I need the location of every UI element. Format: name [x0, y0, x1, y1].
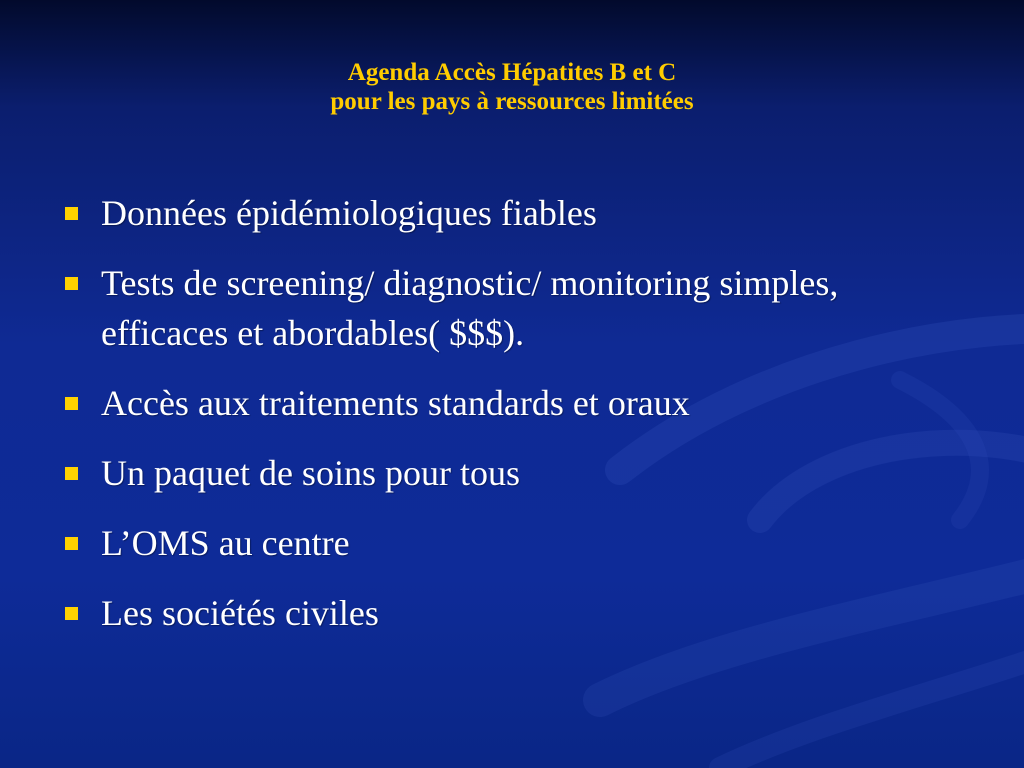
square-bullet-icon [65, 467, 78, 480]
square-bullet-icon [65, 537, 78, 550]
square-bullet-icon [65, 207, 78, 220]
bullet-text: L’OMS au centre [101, 523, 350, 563]
bullet-item-paquet [60, 448, 960, 498]
bullet-item-societes [60, 588, 960, 638]
square-bullet-icon [65, 607, 78, 620]
bullet-text: Tests de screening/ diagnostic/ monitoring simples, efficaces et abordables( $$$). [101, 263, 839, 353]
bullet-item-oms [60, 518, 960, 568]
bullet-item-acces [60, 378, 960, 428]
square-bullet-icon [65, 397, 78, 410]
bullet-text: Les sociétés civiles [101, 593, 379, 633]
title-line-2: pour les pays à ressources limitées [330, 88, 694, 115]
bullet-item-donnees [60, 188, 960, 238]
square-bullet-icon [65, 277, 78, 290]
bullet-text: Un paquet de soins pour tous [101, 453, 520, 493]
bullet-item-tests [60, 258, 960, 358]
bullet-text: Données épidémiologiques fiables [101, 193, 597, 233]
bullet-text: Accès aux traitements standards et oraux [101, 383, 690, 423]
bullet-list [60, 188, 960, 658]
slide-title [0, 58, 1024, 116]
title-line-1: Agenda Accès Hépatites B et C [347, 59, 677, 86]
